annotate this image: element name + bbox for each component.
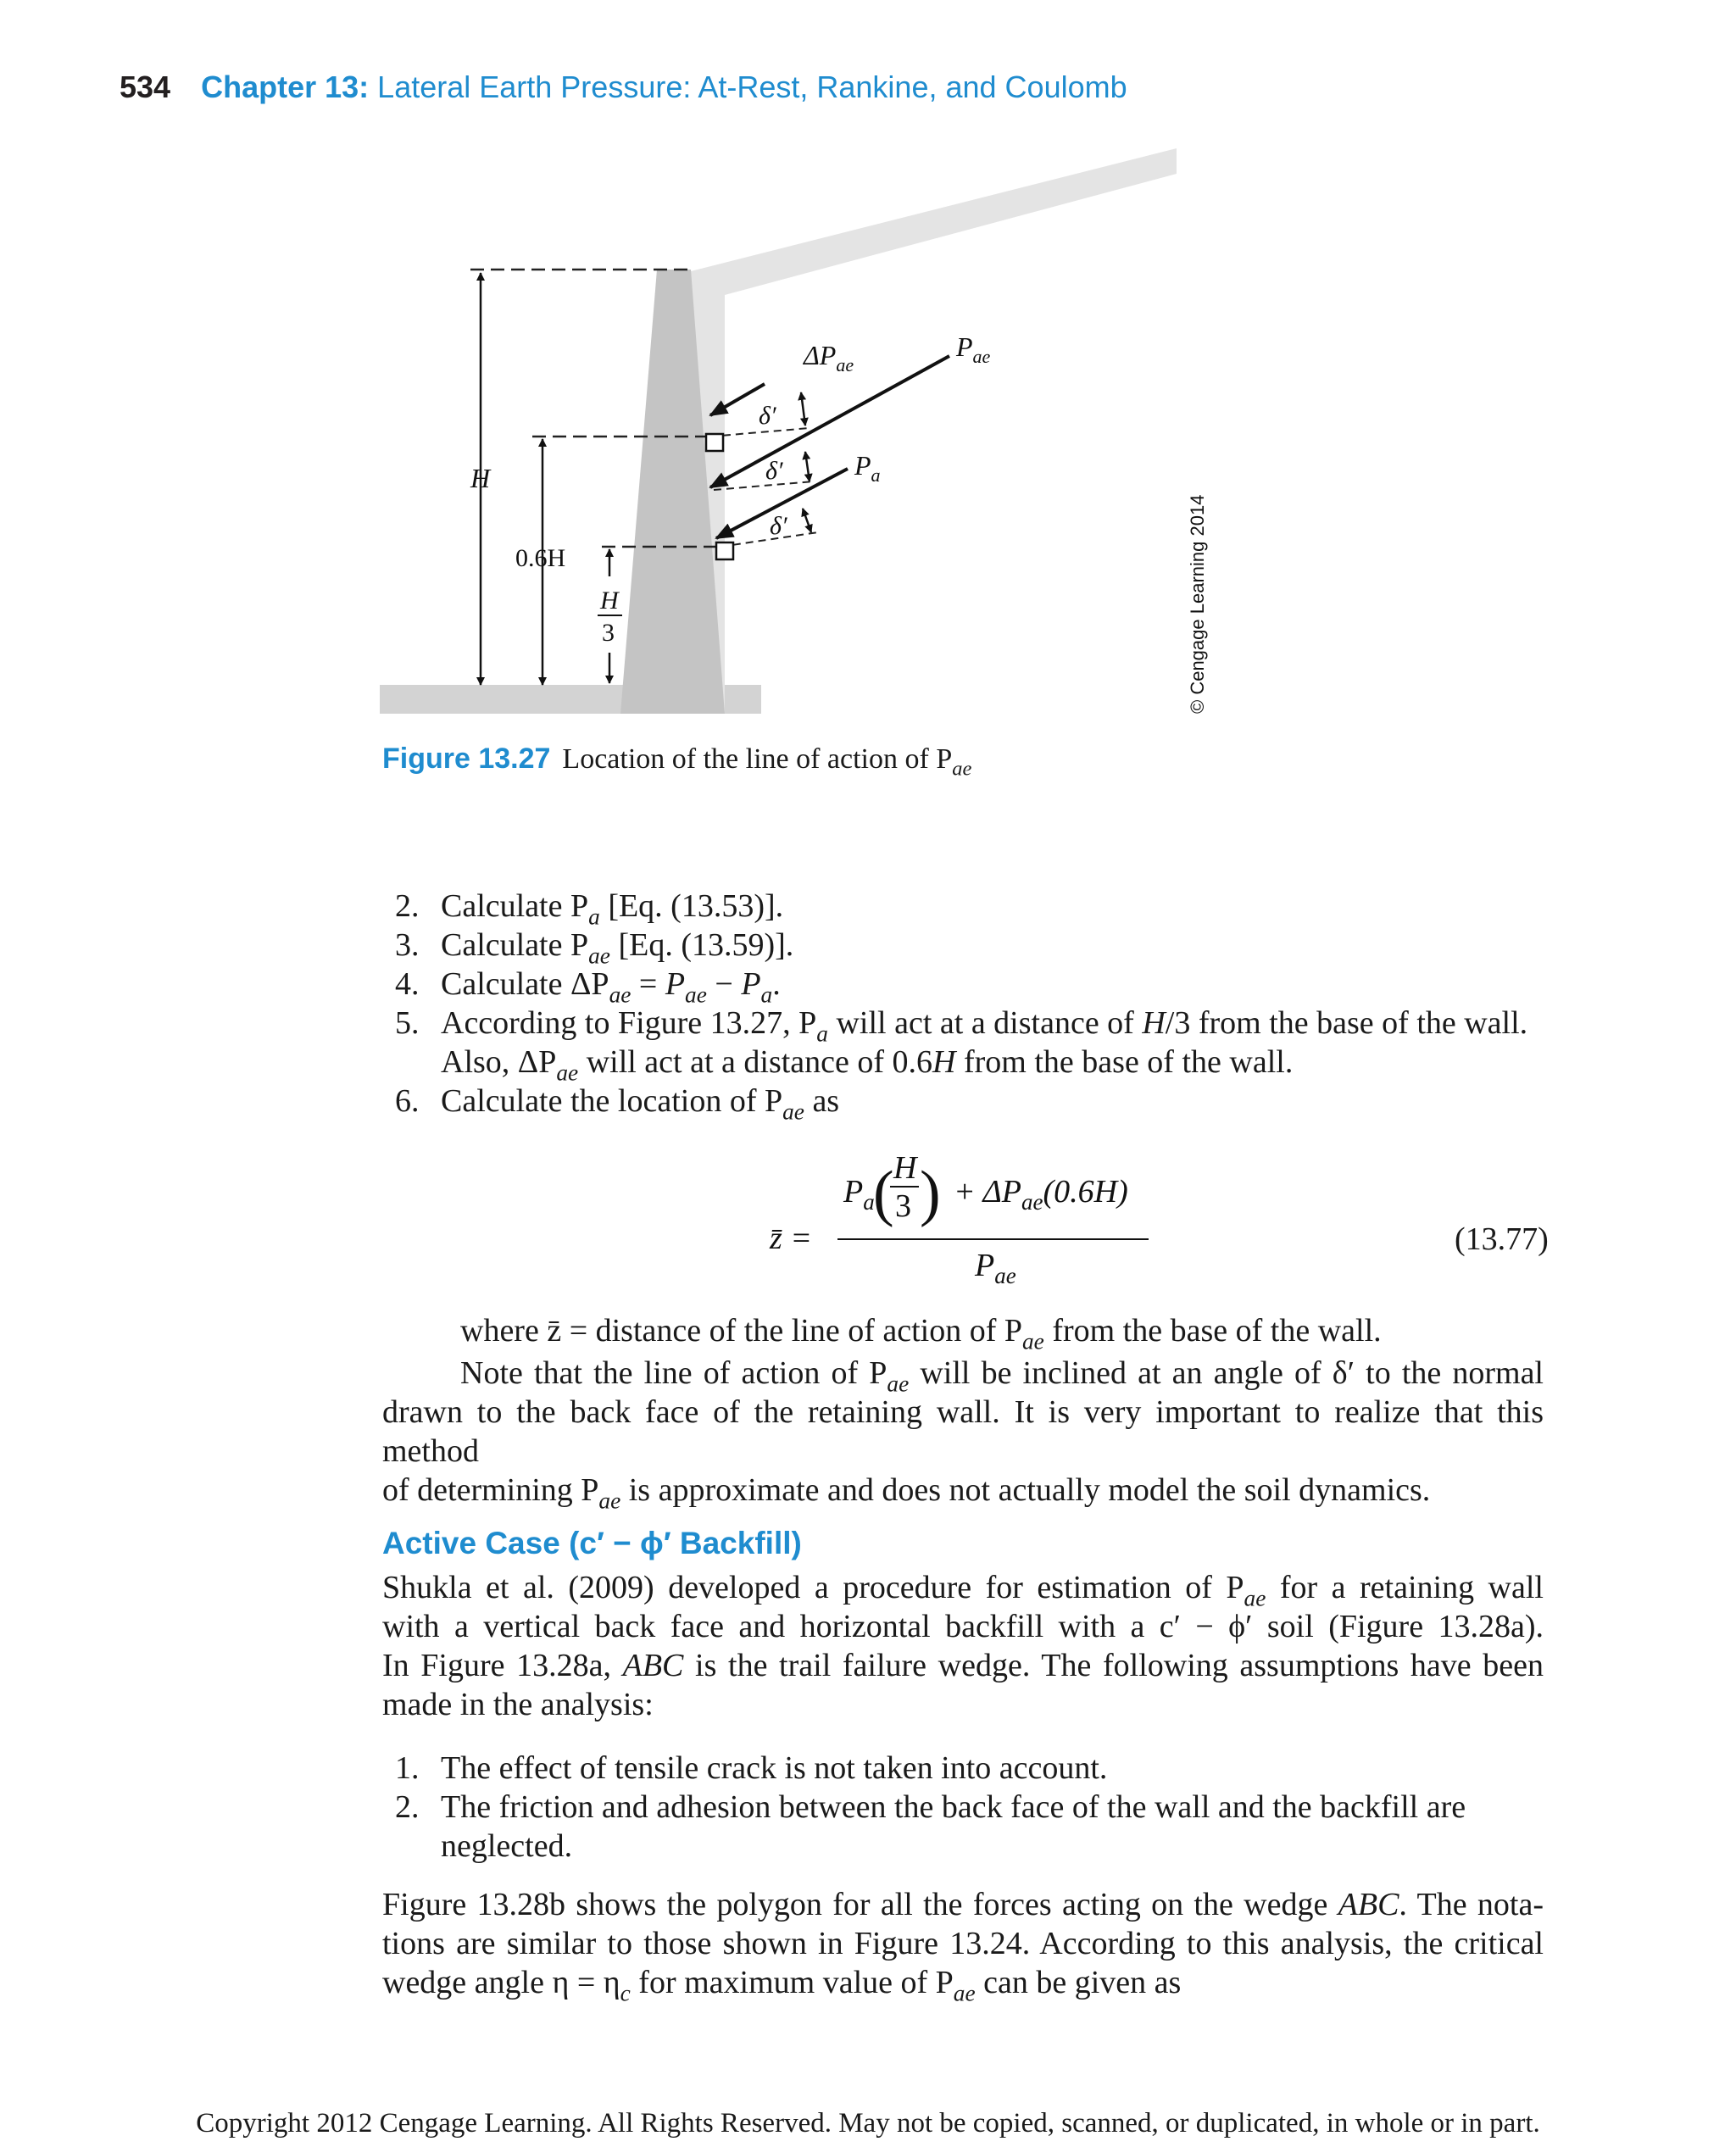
figure-caption (382, 743, 972, 781)
eq-term2: + $\Delta P_{ae}(0.6H)$ (954, 1174, 1128, 1215)
label-delta-P-ae: $\Delta P_{ae}$ (804, 340, 854, 375)
figure-caption-text: Location of the line of action of P (562, 743, 953, 775)
eq-left-paren: ( (873, 1159, 894, 1228)
label-P-a: $P_a$ (854, 450, 881, 486)
label-0.6H: 0.6H (515, 544, 566, 572)
eq-frac-H: H (893, 1150, 917, 1186)
angle-arrow-top (801, 392, 805, 426)
polygon-paragraph: Figure 13.28b shows the polygon for all the forces acting on the wedge ABC. The nota- tions are similar to those shown in Figure 13.24. According to this analysis, the critical wedge angle $\eta = \eta_c$ for maximum value of $P_{ae}$ can be given as (382, 1887, 1544, 2006)
eq-Pa: $P_a$ (843, 1174, 875, 1215)
chapter-label: Chapter 13: (201, 70, 370, 104)
label-delta-prime-low: δ′ (770, 512, 787, 540)
assumption-2-line-2: neglected. (441, 1828, 573, 1864)
label-P-ae: $P_{ae}$ (956, 331, 991, 367)
step-5: 5. According to Figure 13.27, $P_a$ will act at a distance of H/3 from the base of the wall. (395, 1005, 1528, 1047)
eq-lhs: z̄ = (770, 1221, 812, 1256)
copyright-footer: Copyright 2012 Cengage Learning. All Rights Reserved. May not be copied, scanned, or duplicated, in whole or in part. (196, 2108, 1540, 2139)
backfill-surface (691, 148, 1177, 714)
figure-caption-label: Figure 13.27 (382, 743, 551, 775)
eq-denominator: $P_{ae}$ (975, 1248, 1016, 1288)
step-3: 3. Calculate $P_{ae}$ [Eq. (13.59)]. (395, 927, 794, 969)
label-delta-prime-top: δ′ (759, 402, 776, 430)
step-5-line-2: Also, $\Delta P_{ae}$ will act at a distance of 0.6H from the base of the wall. (441, 1044, 1294, 1086)
step-2: 2. Calculate $P_a$ [Eq. (13.53)]. (395, 888, 784, 930)
figure-credit: © Cengage Learning 2014 (1187, 494, 1208, 714)
chapter-title: Lateral Earth Pressure: At-Rest, Rankine, and Coulomb (377, 70, 1127, 104)
figure-caption-sub: ae (952, 757, 972, 781)
section-heading: Active Case (c′ − ϕ′ Backfill) (382, 1526, 802, 1560)
step-4: 4. Calculate $\Delta P_{ae} = P_{ae} - P_a$. (395, 966, 781, 1008)
where-line: where z̄ = distance of the line of action of $P_{ae}$ from the base of the wall. (460, 1313, 1382, 1354)
figure-13-27 (373, 140, 1221, 733)
step-6: 6. Calculate the location of $P_{ae}$ as (395, 1083, 840, 1125)
assumption-2: 2. The friction and adhesion between the back face of the wall and the backfill are (395, 1789, 1466, 1825)
equation-number: (13.77) (1455, 1221, 1549, 1257)
assumption-1: 1. The effect of tensile crack is not taken into account. (395, 1750, 1108, 1786)
shukla-paragraph: Shukla et al. (2009) developed a procedure for estimation of $P_{ae}$ for a retaining wall with a vertical back face and horizontal backfill with a c′ − ϕ′ soil (Figure 13.28a). In Figure 13.28a, ABC is the trail failure wedge. The following assumptions have been made in the analysis: (382, 1570, 1544, 1722)
note-paragraph: Note that the line of action of $P_{ae}$ will be inclined at an angle of δ′ to the normal drawn to the back face of the retaining wall. It is very important to realize that this method of determining $P_{ae}$ is approximate and does not actually model the soil dynamics. (382, 1355, 1544, 1514)
point-square-lower (716, 542, 733, 559)
point-square-upper (706, 434, 723, 451)
eq-frac-3: 3 (895, 1188, 911, 1224)
eq-right-paren: ) (920, 1159, 941, 1228)
label-H: H (470, 463, 491, 493)
normal-mid (714, 481, 814, 490)
equation-13-77 (763, 1144, 1568, 1288)
label-H-over-3-den: 3 (602, 619, 615, 647)
running-head (120, 70, 1127, 105)
label-delta-prime-mid: δ′ (765, 457, 783, 485)
P-ae-arrow (710, 356, 949, 487)
angle-arrow-low (803, 509, 811, 532)
page-number: 534 (120, 70, 171, 104)
angle-arrow-mid (805, 452, 810, 481)
label-H-over-3-num: H (600, 587, 619, 615)
